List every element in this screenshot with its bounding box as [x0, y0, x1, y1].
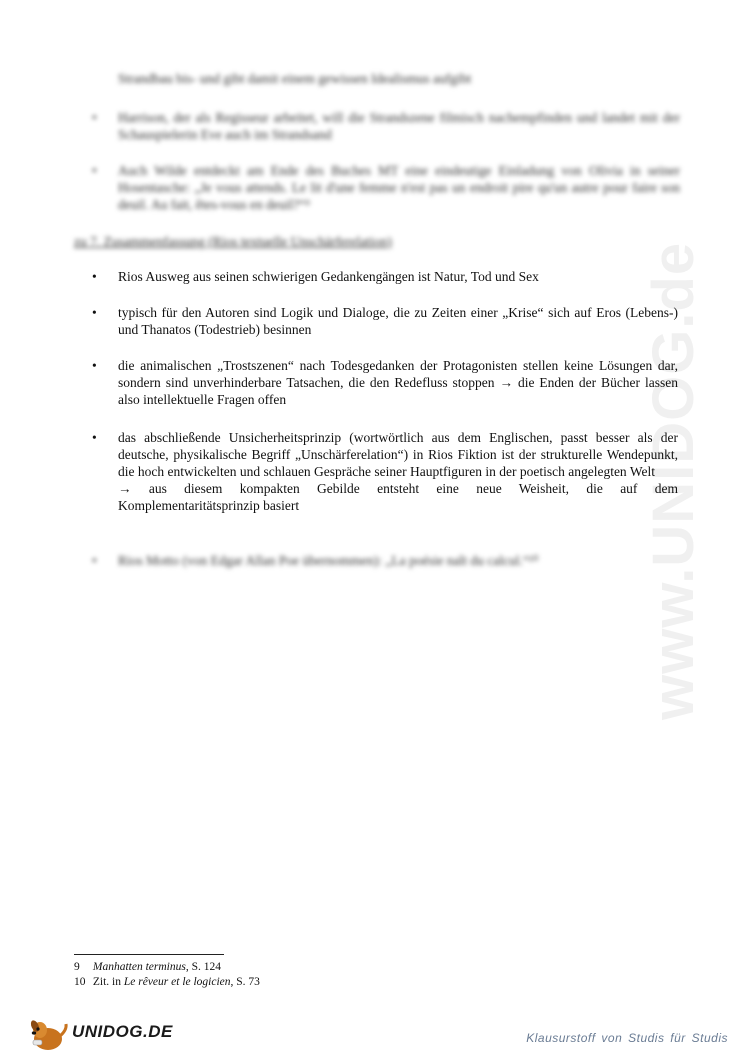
bullet-arrow-line: → aus diesem kompakten Gebilde entsteht eine neue Weisheit, die auf dem: [118, 481, 678, 496]
bullet-marker: •: [92, 553, 97, 568]
footnote-number: 9: [74, 961, 80, 973]
bullet-item-3: [92, 357, 678, 408]
bullet-text: Rios Ausweg aus seinen schwierigen Gedankengängen ist Natur, Tod und Sex: [118, 269, 539, 284]
footnote-number: 10: [74, 976, 86, 988]
bullet-text-block: [118, 429, 678, 514]
footnote-page: , S. 73: [230, 976, 260, 988]
bullet-marker: •: [92, 269, 97, 284]
blurred-last-bullet-text: Rios Motto (von Edgar Allan Poe übernommen): „La poésie naît du calcul.“¹⁰: [118, 553, 539, 568]
bullet-text: das abschließende Unsicherheitsprinzip (wortwörtlich aus dem Englischen, passt besser als der deutsche, physikalische Begriff „Unschärferelation“) in Rios Fiktion ist der strukturelle Wendepunkt, die hoch entwickelten und schlauen Gespräche seiner Hauptfiguren in der poetisch angelegten Welt: [118, 430, 678, 479]
bullet-arrow-continuation: Komplementaritätsprinzip basiert: [118, 498, 300, 513]
footnote-9: [74, 960, 260, 975]
bullet-item-1: [92, 268, 678, 285]
section-heading: zu 7. Zusammenfassung (Rios textuelle Unschärferelation): [74, 234, 392, 249]
footnotes: [74, 960, 260, 990]
footnote-prefix: Zit. in: [92, 976, 124, 988]
dog-mascot-icon: [26, 1018, 70, 1052]
blurred-bullet-2: [92, 162, 680, 213]
bullet-marker: •: [92, 163, 97, 178]
footnote-page: , S. 124: [185, 961, 221, 973]
bullet-item-4: [92, 429, 678, 514]
watermark: www.UNIDOG.de: [641, 241, 706, 720]
logo-text: UNIDOG.DE: [72, 1022, 173, 1041]
footnote-separator: [74, 954, 224, 955]
bullet-item-2: [92, 304, 678, 338]
bullet-text: die animalischen „Trostszenen“ nach Todesgedanken der Protagonisten stellen keine Lösungen dar, sondern sind unverhinderbare Tatsachen, die den Redefluss stoppen → die Enden der Bücher lassen also intellektuelle Fragen offen: [118, 358, 678, 407]
footer-tagline: Klausurstoff von Studis für Studis: [526, 1031, 728, 1045]
blurred-bullet-1: [92, 109, 680, 143]
bullet-marker: •: [92, 110, 97, 125]
blurred-top-line: Strandbau bis- und gibt damit einem gewissen Idealismus aufgibt: [118, 71, 472, 86]
unidog-logo[interactable]: [26, 1018, 173, 1052]
footnote-title: Le rêveur et le logicien: [123, 976, 231, 988]
footnote-10: [74, 975, 260, 990]
bullet-marker: •: [92, 430, 97, 445]
bullet-marker: •: [92, 305, 97, 320]
bullet-marker: •: [92, 358, 97, 373]
blurred-last-bullet: [92, 552, 678, 569]
bullet-text: typisch für den Autoren sind Logik und Dialoge, die zu Zeiten einer „Krise“ sich auf Eros (Lebens-) und Thanatos (Todestrieb) besinnen: [118, 305, 678, 337]
footnote-title: Manhatten terminus: [92, 961, 186, 973]
blurred-bullet-1-text: Harrison, der als Regisseur arbeitet, will die Strandszene filmisch nachempfinden und landet mit der Schauspielerin Eve auch im Strandsand: [118, 110, 680, 142]
blurred-bullet-2-text: Auch Wilde entdeckt am Ende des Buches MT eine eindeutige Einladung von Olivia in seiner Hosentasche: „Je vous attends. Le lit d'une femme n'est pas un endroit pire qu'un autre pour faire son deuil. Au fait, êtes-vous en deuil?“⁹: [118, 163, 680, 212]
